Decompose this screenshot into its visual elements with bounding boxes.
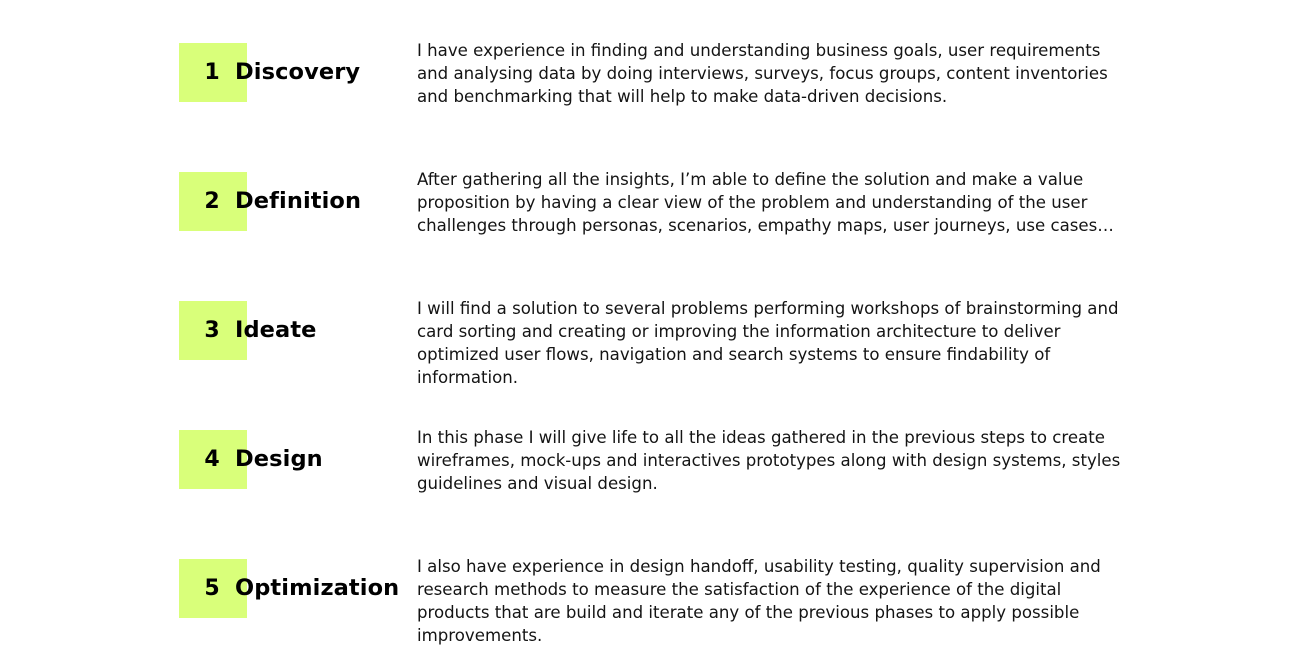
step-title: Ideate [235, 317, 317, 343]
process-step-ideate [0, 301, 1296, 411]
step-description: I also have experience in design handoff, usability testing, quality supervision and research methods to measure the satisfaction of the experience of the digital products that are build and iterate any of the previous phases to apply possible improvements. [417, 557, 1101, 645]
step-number: 2 [204, 189, 220, 214]
step-heading [179, 172, 409, 231]
step-title: Definition [235, 188, 362, 214]
step-description: I have experience in finding and understanding business goals, user requirements and analysing data by doing interviews, surveys, focus groups, content inventories and benchmarking that will help to make data-driven decisions. [417, 41, 1108, 106]
step-number: 5 [204, 576, 220, 601]
step-description: After gathering all the insights, I’m able to define the solution and make a value proposition by having a clear view of the problem and understanding of the user challenges through personas, scenarios, empathy maps, user journeys, use cases… [417, 170, 1114, 235]
process-step-optimization [0, 559, 1296, 669]
step-number: 4 [204, 447, 220, 472]
step-title: Design [235, 446, 323, 472]
step-number: 3 [204, 318, 220, 343]
step-heading [179, 430, 409, 489]
step-heading [179, 43, 409, 102]
step-number: 1 [204, 60, 220, 85]
process-step-design [0, 430, 1296, 540]
process-step-definition [0, 172, 1296, 282]
step-title: Discovery [235, 59, 361, 85]
step-heading [179, 559, 409, 618]
step-description: I will find a solution to several problems performing workshops of brainstorming and card sorting and creating or improving the information architecture to deliver optimized user flows, navigation and search systems to ensure findability of information. [417, 299, 1119, 387]
step-title: Optimization [235, 575, 400, 601]
step-description: In this phase I will give life to all the ideas gathered in the previous steps to create wireframes, mock-ups and interactives prototypes along with design systems, styles guidelines and visual design. [417, 428, 1121, 493]
step-heading [179, 301, 409, 360]
process-step-discovery [0, 43, 1296, 153]
